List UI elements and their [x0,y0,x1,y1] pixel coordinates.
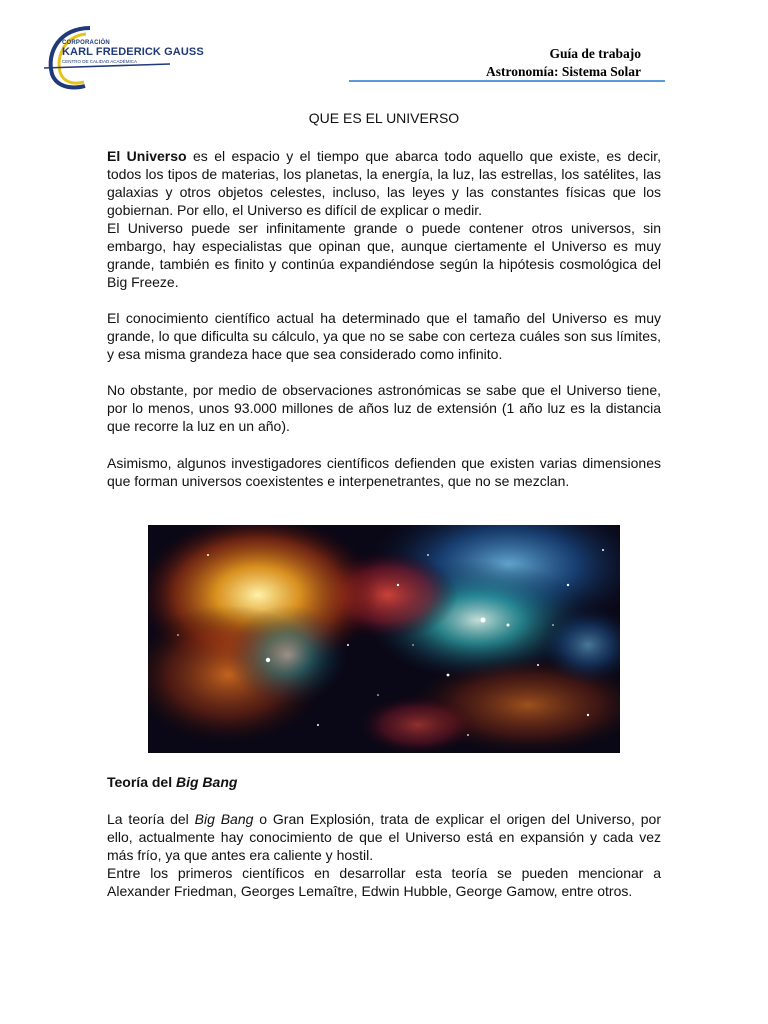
section-heading-big-bang [107,774,237,790]
page-title: QUE ES EL UNIVERSO [308,110,460,126]
header-divider [349,80,665,82]
paragraph-1b-text: El Universo puede ser infinitamente grande o puede contener otros universos, sin embargo, hay especialistas que opinan que, aunque ciertamente el Universo es muy grande, también es finito y continúa expandiéndose según la hipótesis cosmológica del Big Freeze. [107,220,661,290]
universe-term: El Universo [107,148,187,164]
logo-subtitle: CENTRO DE CALIDAD ACADÉMICA [62,59,138,64]
nebula-image [148,525,620,753]
logo-corporacion: CORPORACIÓN [62,40,110,46]
paragraph-dimensions: Asimismo, algunos investigadores científicos defienden que existen varias dimensiones que forman universos coexistentes e interpenetrantes, que no se mezclan. [107,455,661,489]
paragraph-5-b: o Gran Explosión, trata de explicar el origen del Universo, por ello, actualmente hay conocimiento de que el Universo está en expansión y cada vez más frío, ya que antes era caliente y hostil. [107,811,661,863]
logo-text [62,40,204,65]
paragraph-size: El conocimiento científico actual ha determinado que el tamaño del Universo es muy grande, lo que dificulta su cálculo, ya que no se sabe con certeza cuáles son sus límites, y esa misma grandeza hace que sea considerado como infinito. [107,310,661,362]
section-heading-prefix: Teoría del [107,774,176,790]
paragraph-extension: No obstante, por medio de observaciones astronómicas se sabe que el Universo tiene, por lo menos, unos 93.000 millones de años luz de extensión (1 año luz es la distancia que recorre la luz en un año). [107,382,661,434]
header-guide-title: Guía de trabajo [549,46,641,61]
header-subject: Astronomía: Sistema Solar [486,64,641,79]
section-heading-italic: Big Bang [175,774,238,790]
paragraph-universe-definition [107,147,661,291]
paragraph-5-italic: Big Bang [194,811,254,827]
paragraph-1-text: es el espacio y el tiempo que abarca todo aquello que existe, es decir, todos los tipos de materias, los planetas, la energía, la luz, las estrellas, los satélites, las galaxias y otros objetos celestes, incluso, las leyes y las constantes físicas que los gobiernan. Por ello, el Universo es difícil de explicar o medir. [107,148,661,218]
paragraph-big-bang [107,810,661,900]
paragraph-5-a: La teoría del [107,811,195,827]
logo-name: KARL FREDERICK GAUSS [62,46,204,58]
paragraph-5-c: Entre los primeros científicos en desarrollar esta teoría se pueden mencionar a Alexander Friedman, Georges Lemaître, Edwin Hubble, George Gamow, entre otros. [107,865,661,899]
